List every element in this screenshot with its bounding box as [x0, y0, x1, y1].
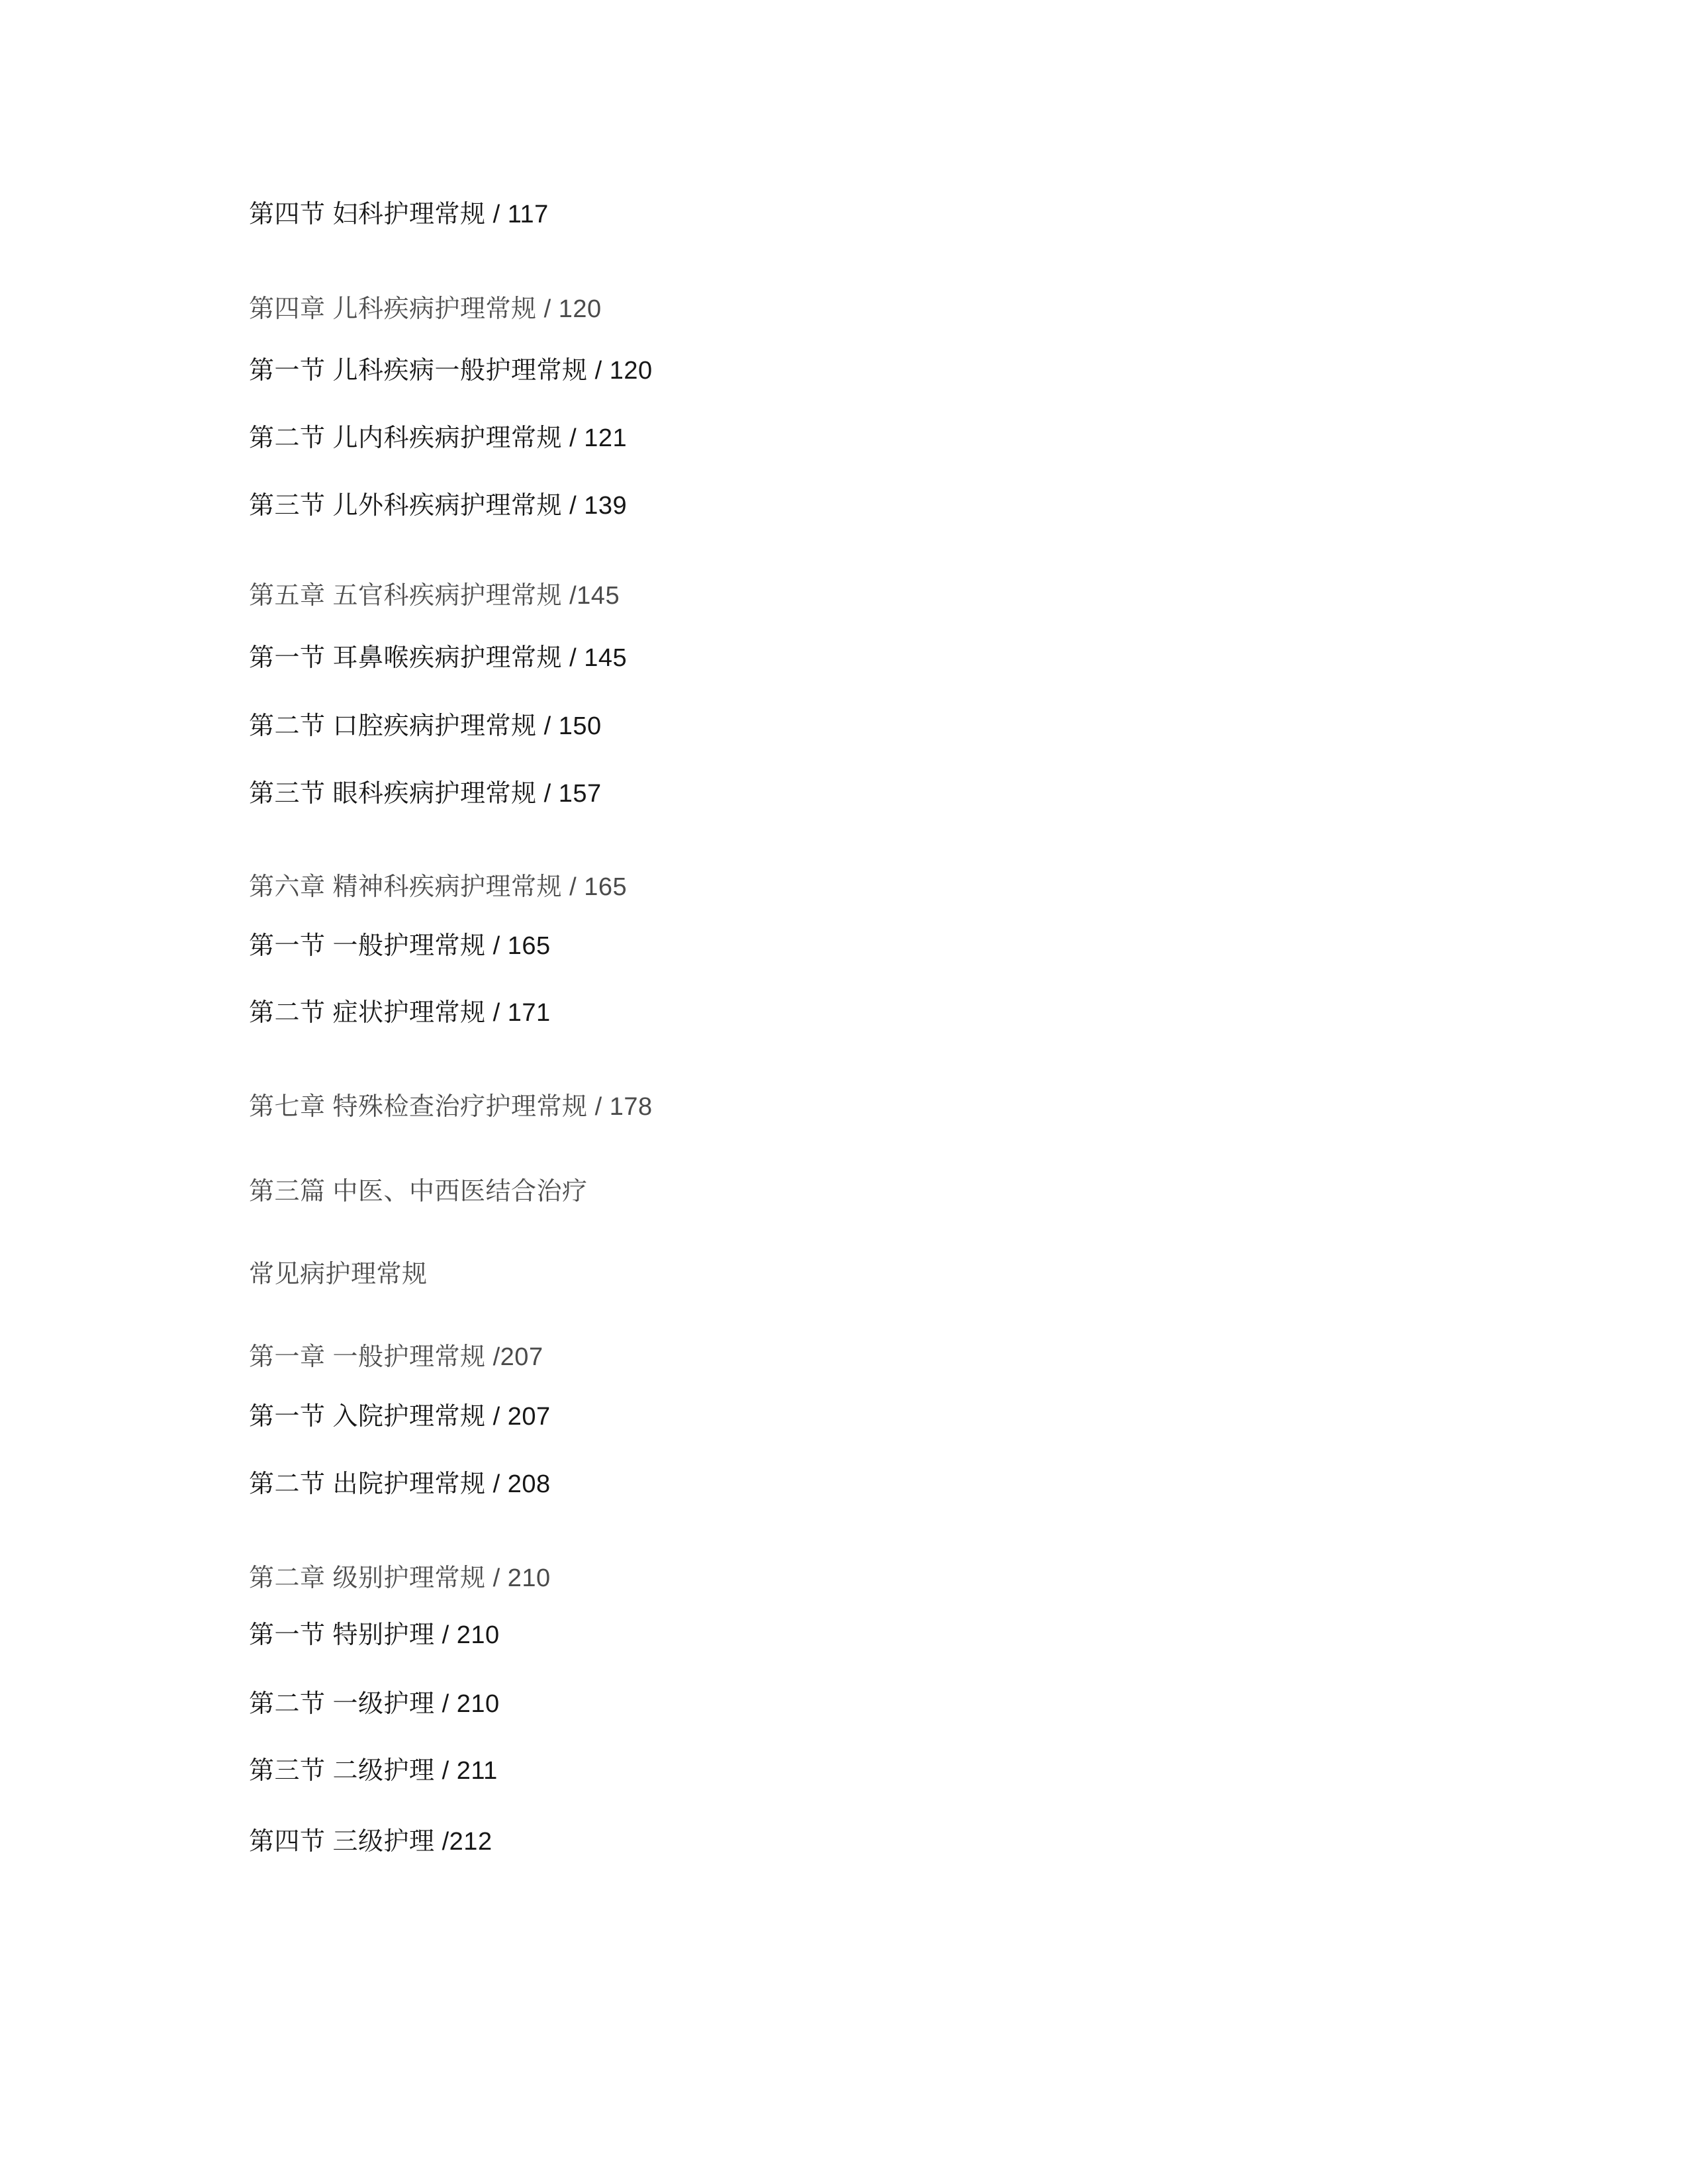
toc-entry: 第三节 眼科疾病护理常规 / 157 [249, 780, 602, 808]
toc-entry: 第一节 特别护理 / 210 [249, 1621, 500, 1649]
toc-entry: 第四节 妇科护理常规 / 117 [249, 201, 549, 228]
toc-entry: 第三节 儿外科疾病护理常规 / 139 [249, 492, 628, 520]
toc-entry: 第一节 一般护理常规 / 165 [249, 932, 551, 960]
toc-entry: 第二节 出院护理常规 / 208 [249, 1470, 551, 1498]
toc-entry: 第一章 一般护理常规 /207 [249, 1343, 543, 1371]
toc-entry: 第一节 儿科疾病一般护理常规 / 120 [249, 357, 653, 385]
toc-entry: 第二节 一级护理 / 210 [249, 1690, 500, 1718]
toc-entry: 第三篇 中医、中西医结合治疗 [249, 1178, 588, 1206]
toc-entry: 第四章 儿科疾病护理常规 / 120 [249, 295, 602, 323]
toc-entry: 第一节 入院护理常规 / 207 [249, 1403, 551, 1431]
toc-entry: 第二章 级别护理常规 / 210 [249, 1564, 551, 1592]
toc-entry: 第五章 五官科疾病护理常规 /145 [249, 582, 620, 610]
toc-entry: 第二节 口腔疾病护理常规 / 150 [249, 712, 602, 740]
toc-entry: 第二节 儿内科疾病护理常规 / 121 [249, 424, 628, 452]
toc-entry: 第四节 三级护理 /212 [249, 1828, 492, 1856]
toc-entry: 第六章 精神科疾病护理常规 / 165 [249, 873, 628, 901]
toc-entry: 第七章 特殊检查治疗护理常规 / 178 [249, 1093, 653, 1121]
toc-entry: 常见病护理常规 [249, 1260, 428, 1288]
toc-entry: 第三节 二级护理 / 211 [249, 1757, 498, 1785]
toc-entry: 第一节 耳鼻喉疾病护理常规 / 145 [249, 644, 628, 672]
toc-entry: 第二节 症状护理常规 / 171 [249, 999, 551, 1027]
